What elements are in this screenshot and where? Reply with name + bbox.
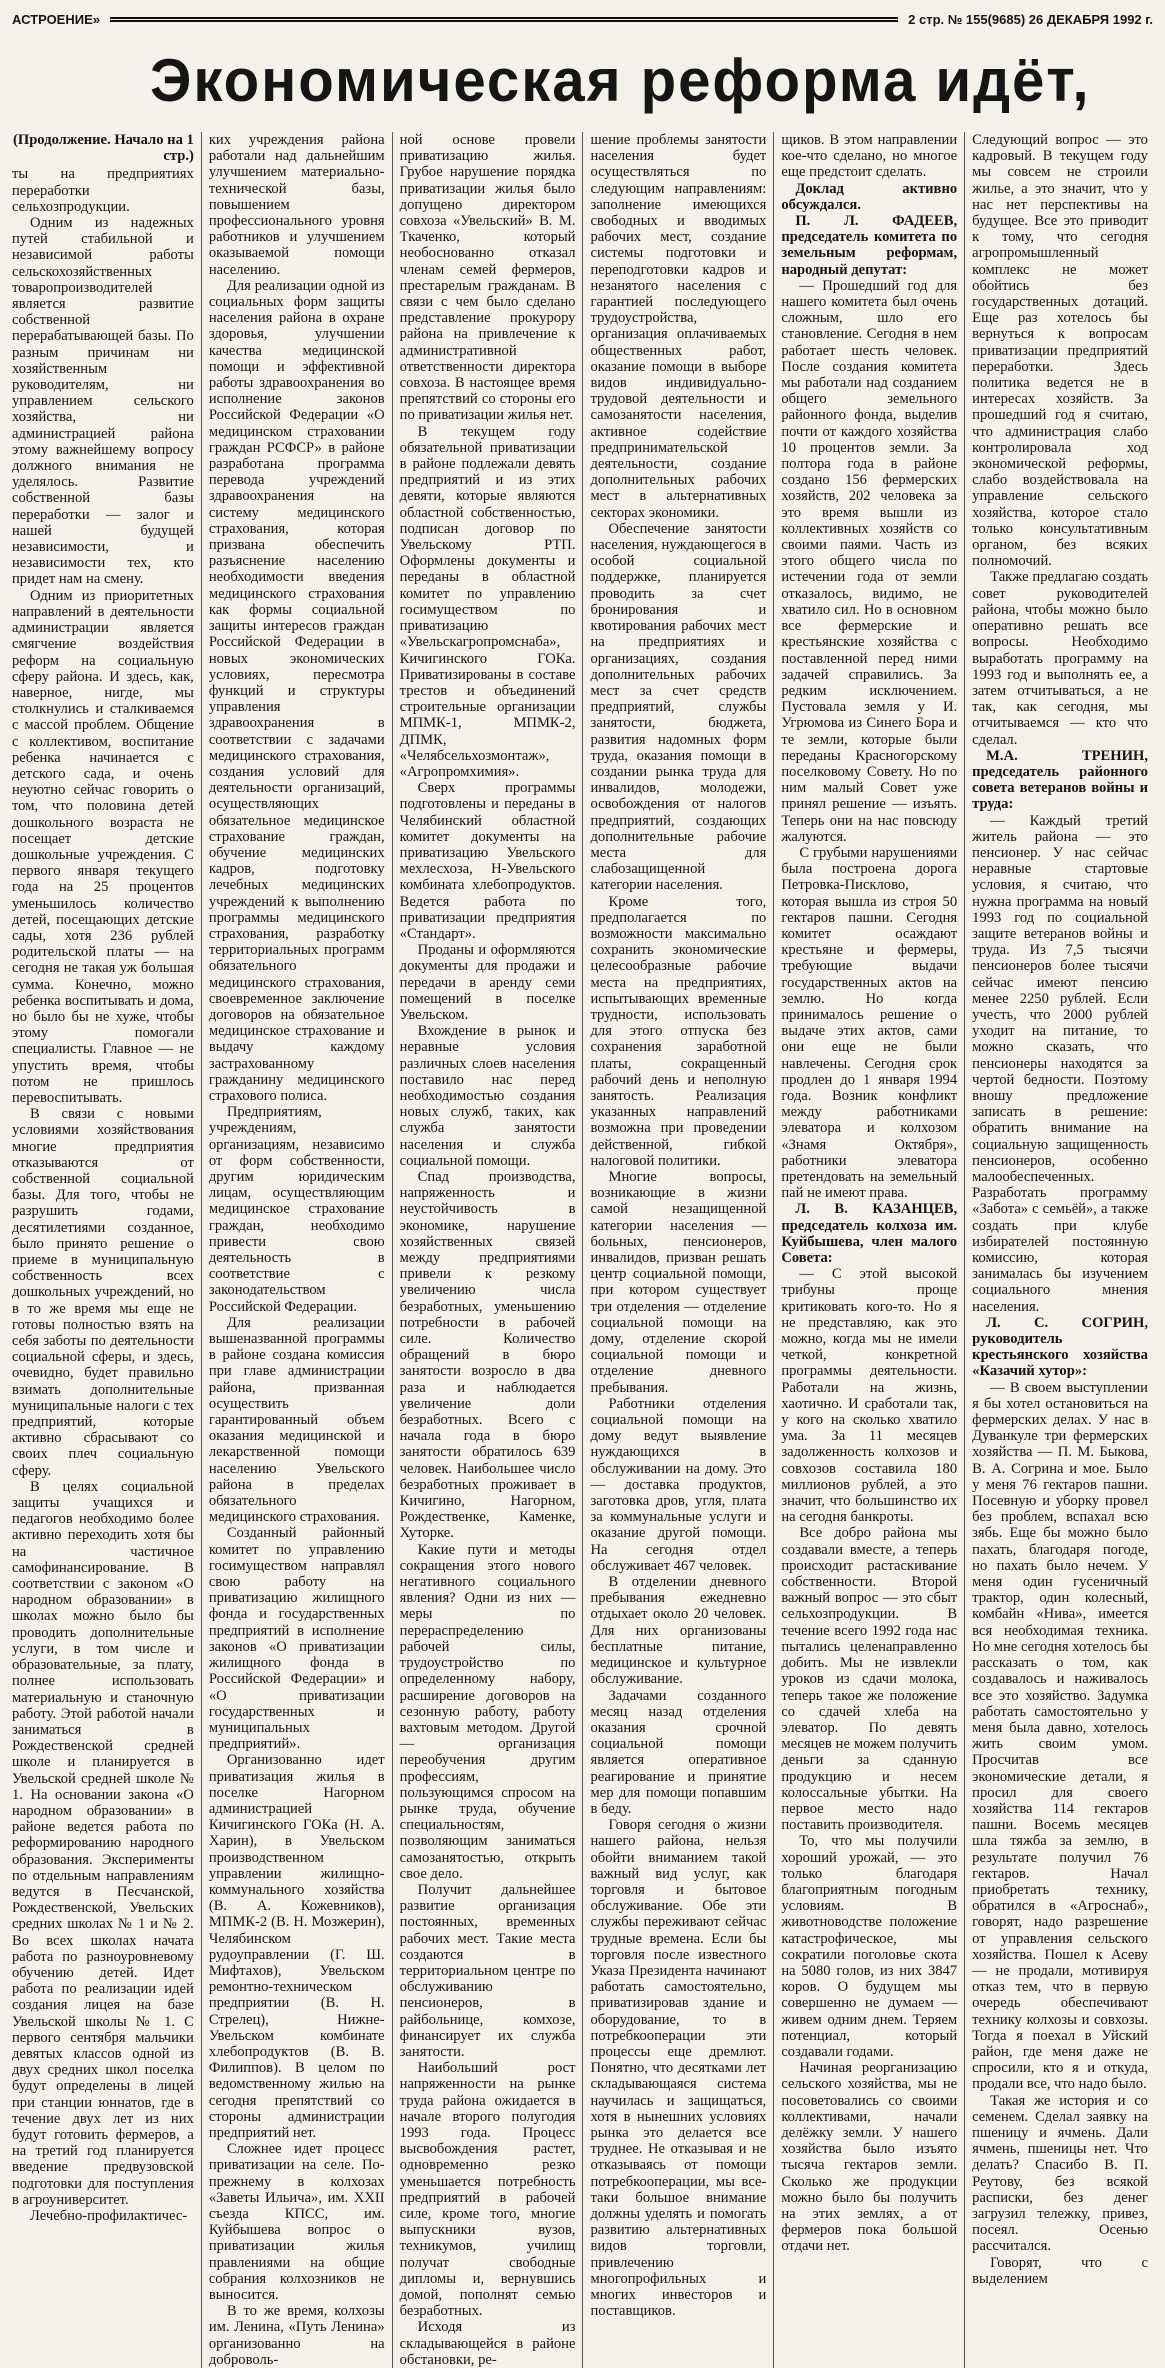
article-paragraph: В текущем году обязательной приватизации в районе подлежали девять предприятий и из этих девяти, которые являются областной собственностью, подписан договор по Увельскому РТП. Оформлены документы и переданы в областной комитет по управлению госимуществом по приватизацию «Увельскагропромснаба», Кичигинского ГОКа. Приватизированы в составе трестов и объединений строительные организации МПМК-1, МПМК-2, ДПМК, «Челябсельхозмонтаж», «Агропромхимия». xyxy=(399,423,576,780)
article-paragraph: шение проблемы занятости населения будет осуществляться по следующим направлениям: заполнение имеющихся свободных и вводимых рабочих мест, создание системы подготовки и переподготовки кадров и незанятого населения с гарантией последующего трудоустройства, организация оплачиваемых общественных работ, оказание помощи в выборе видов индивидуально-трудовой деятельности и самозанятости населения, активное содействие предпринимательской деятельности, создание дополнительных рабочих мест в альтернативных секторах экономики. xyxy=(590,132,767,521)
masthead-rule xyxy=(110,17,898,22)
speaker-attribution: П. Л. ФАДЕЕВ, председатель комитета по земельным реформам, народный депутат: xyxy=(781,213,958,278)
continuation-note: (Продолжение. Начало на 1 стр.) xyxy=(12,132,194,165)
article-paragraph: Работники отделения социальной помощи на дому ведут выявление нуждающихся в обслуживании на дому. Это — доставка продуктов, заготовка дров, угля, плата за коммунальные услуги и оказание другой помощи. На сегодня отдел обслуживает 467 человек. xyxy=(590,1395,767,1574)
article-column xyxy=(582,132,773,2368)
article-paragraph: Все добро района мы создавали вместе, а теперь происходит растаскивание собственности. Второй важный вопрос — это сбыт сельхозпродукции. В течение всего 1992 года нас пытались целенаправленно добить. Мы не извлекли уроков из сдачи молока, теперь такое же положение со сдачей хлеба на элеватор. По девять месяцев не можем получить деньги за сданную продукцию и несем колоссальные убытки. На первое место надо поставить производителя. xyxy=(781,1525,958,1834)
article-paragraph: Исходя из складывающейся в районе обстановки, ре- xyxy=(399,2319,576,2368)
article-paragraph: Говорят, что с выделением xyxy=(972,2254,1148,2287)
article-paragraph: Спад производства, напряженность и неустойчивость в экономике, нарушение хозяйственных связей между предприятиями привели к резкому увеличению числа безработных, уменьшению потребности в рабочей силе. Количество обращений в бюро занятости возросло в два раза и наблюдается увеличение доли безработных. Всего с начала года в бюро занятости обратилось 639 человек. Наибольшее число безработных проживает в Кичигино, Нагорном, Рождественке, Каменке, Хуторке. xyxy=(399,1169,576,1542)
article-paragraph: ной основе провели приватизацию жилья. Грубое нарушение порядка приватизации жилья было допущено директором совхоза «Увельский» В. М. Ткаченко, который необоснованно отказал членам семей фермеров, престарелым гражданам. В связи с чем было сделано представление прокурору района на привлечение к административной ответственности директора совхоза. В настоящее время препятствий со стороны его по приватизации жилья нет. xyxy=(399,132,576,424)
article-paragraph: Также предлагаю создать совет руководителей района, чтобы можно было оперативно решать все вопросы. Необходимо выработать программу на 1993 год и выполнять ее, а затем отчитываться, а не так, как сегодня, мы отчитываемся — кто что сделал. xyxy=(972,569,1148,748)
article-paragraph: Наибольший рост напряженности на рынке труда района ожидается в начале второго полугодия 1993 года. Процесс высвобождения растет, одновременно резко уменьшается потребность предприятий в рабочей силе, кроме того, многие выпускники вузов, техникумов, училищ получат свободные дипломы и, вернувшись домой, пополнят семью безработных. xyxy=(399,2060,576,2320)
article-paragraph: Задачами созданного месяц назад отделения оказания срочной социальной помощи является оперативное реагирование и принятие мер для помощи попавшим в беду. xyxy=(590,1687,767,1817)
article-paragraph: С грубыми нарушениями была построена дорога Петровка-Писклово, которая вышла из строя 50 гектаров пашни. Сегодня комитет осаждают крестьяне и фермеры, требующие выдачи государственных актов на землю. Но когда принималось решение о выдаче этих актов, сами они еще не были навлечены. Сегодня срок продлен до 1 января 1994 года. Возник конфликт между работниками элеватора и колхозом «Знамя Октября», работники элеватора претендовать на земельный пай не имеют права. xyxy=(781,844,958,1202)
article-paragraph: Сверх программы подготовлены и переданы в Челябинский областной комитет документы на приватизацию Увельского мехлесхоза, Н-Увельского комбината хлебопродуктов. Ведется работа по приватизации предприятия «Стандарт». xyxy=(399,780,576,942)
speaker-attribution: Л. С. СОГРИН, руководитель крестьянского хозяйства «Казачий хутор»: xyxy=(972,1314,1148,1380)
speaker-attribution: М.А. ТРЕНИН, председатель районного совета ветеранов войны и труда: xyxy=(972,747,1148,813)
section-label: АСТРОЕНИЕ» xyxy=(12,11,100,27)
article-paragraph: Получит дальнейшее развитие организация постоянных, временных рабочих мест. Такие места создаются в территориальном центре по обслуживанию пенсионеров, в райбольнице, комхозе, финансирует их служба занятости. xyxy=(399,1881,576,2060)
article-paragraph: — С этой высокой трибуны проще критиковать кого-то. Но я не представляю, как это можно, когда мы не имели четкой, конкретной программы деятельности. Работали на жизнь, хаотично. И сработали так, у кого на сколько хватило ума. За 11 месяцев задолженность колхозов и совхозов составила 180 миллионов рублей, а это значит, что большинство их на сегодня банкроты. xyxy=(781,1266,958,1526)
article-paragraph: Проданы и оформляются документы для продажи и передачи в аренду семи помещений в поселке Увельском. xyxy=(399,942,576,1023)
article-paragraph: Вхождение в рынок и неравные условия различных слоев населения поставило нас перед необходимостью создания новых служб, таких, как служба занятости населения и служба социальной помощи. xyxy=(399,1023,576,1169)
article-paragraph: В то же время, колхозы им. Ленина, «Путь Ленина» организованно на доброволь- xyxy=(208,2303,385,2368)
article-column xyxy=(392,132,583,2368)
article-paragraph: — Каждый третий житель района — это пенсионер. У нас сейчас неравные стартовые условия, я считаю, что нужна программа на новый 1993 год по социальной защите ветеранов войны и труда. Из 7,5 тысячи пенсионеров более тысячи сейчас имеют пенсию менее 2250 рублей. Если учесть, что 2000 рублей уходит на питание, то можно сказать, что пенсионеры находятся за чертой бедности. Поэтому вношу предложение записать в решение: обратить внимание на социальную защищенность пенсионеров, особенно малообеспеченных. Разработать программу «Забота» с семьёй», а также создать при клубе избирателей постоянную комиссию, которая занималась бы изучением социального мнения населения. xyxy=(972,812,1148,1315)
article-paragraph: Обеспечение занятости населения, нуждающегося в особой социальной поддержке, планируется проводить за счет бронирования и квотирования рабочих мест на предприятиях и организациях, создания дополнительных рабочих мест за счет средств предприятий, службы занятости, бюджета, развития надомных форм труда, оказания помощи в создании рынка труда для инвалидов, молодежи, освобождения от налогов предприятий, создающих дополнительные рабочие места для слабозащищенной категории населения. xyxy=(590,520,767,894)
article-column xyxy=(964,132,1155,2368)
article-paragraph: Организованно идет приватизация жилья в поселке Нагорном администрацией Кичигинского ГОКа (Н. А. Харин), в Увельском производственном управлении жилищно-коммунального хозяйства (В. А. Кожевников), МПМК-2 (В. Н. Мозжерин), Челябинском рудоуправлении (Г. Ш. Мифтахов), Увельском ремонтно-техническом предприятии (В. Н. Стрелец), Нижне-Увельском комбинате хлебопродуктов (В. В. Филиппов). В целом по ведомственному жилью на сегодня препятствий со стороны администрации предприятий нет. xyxy=(208,1752,385,2141)
article-paragraph: щиков. В этом направлении кое-что сделано, но многое еще предстоит сделать. xyxy=(781,132,958,181)
article-paragraph: Для реализации одной из социальных форм защиты населения района в охране здоровья, улучшении качества медицинской помощи и эффективной работы здравоохранения во исполнение законов Российской Федерации «О медицинском страховании граждан РСФСР» в районе разработана программа перевода учреждений здравоохранения на систему медицинского страхования, которая призвана обеспечить разъяснение населению необходимости введения медицинского страхования как формы социальной защиты интересов граждан Российской Федерации в новых экономических условиях, пересмотра функций и структуры управления здравоохранения в соответствии с задачами медицинского страхования, создания условий для деятельности организаций, осуществляющих обязательное медицинское страхование граждан, обучение медицинских кадров, подготовку лечебных медицинских учреждений к выполнению программы медицинского страхования, разработку территориальных программ обязательного медицинского страхования, своевременное заключение договоров на обязательное медицинское страхование и выдачу каждому застрахованному гражданину медицинского страхового полиса. xyxy=(208,277,385,1104)
page-masthead xyxy=(12,8,1153,30)
article-body xyxy=(10,132,1155,2368)
article-paragraph: Какие пути и методы сокращения этого нового негативного социального явления? Одни из них — меры по перераспределению рабочей силы, трудоустройство по определенному набору, расширение договоров на сезонную работу, работу вахтовым методом. Другой — организация переобучения другим профессиям, пользующимся спросом на рынке труда, обучение специальностям, позволяющим заниматься самозанятостью, открыть свое дело. xyxy=(399,1541,576,1882)
article-paragraph: В отделении дневного пребывания ежедневно отдыхает около 20 человек. Для них организованы бесплатные питание, медицинское и культурное обслуживание. xyxy=(590,1574,767,1688)
article-paragraph: Созданный районный комитет по управлению госимуществом направлял свою работу на приватизацию жилищного фонда и государственных предприятий в исполнение законов «О приватизации жилищного фонда в Российской Федерации» и «О приватизации государственных и муниципальных предприятий». xyxy=(208,1525,385,1753)
issue-line: 2 стр. № 155(9685) 26 ДЕКАБРЯ 1992 г. xyxy=(908,11,1153,27)
article-column xyxy=(201,132,392,2368)
article-paragraph: То, что мы получили хороший урожай, — это только благодаря благоприятным погодным условиям. В животноводстве положение катастрофическое, мы сократили поголовье скота на 5080 голов, из них 3847 коров. О будущем мы совершенно не думаем — живем одним днем. Теряем потенциал, который создавали годами. xyxy=(781,1833,958,2060)
article-headline: Экономическая реформа идёт, xyxy=(150,47,1091,114)
article-paragraph: Начиная реорганизацию сельского хозяйства, мы не посоветовались со своими коллективами, начали делёжку земли. У нашего хозяйства было изъято тысяча гектаров земли. Сколько же продукции можно было бы получить на этих землях, а от фермеров пока большой отдачи нет. xyxy=(781,2060,958,2255)
article-paragraph: — Прошедший год для нашего комитета был очень сложным, шло его становление. Сегодня в нем работает шесть человек. После создания комитета мы работали над созданием общего земельного районного фонда, выделив почти от каждого хозяйства 10 процентов земли. За полтора года в районе создано 156 фермерских хозяйств, 202 человека за это время вышли из коллективных хозяйств со своими паями. Часть из этого общего числа по истечении года от земли отказалось, видимо, не хватило сил. Но в основном все фермерские и крестьянские хозяйства с поставленной перед ними задачей справились. За редким исключением. Пустовала земля у И. Угрюмова из Синего Бора и те земли, которые были переданы Красногорскому поселковому Совету. Но по ним малый Совет уже принял решение — изъять. Теперь они на нас повсюду жалуются. xyxy=(781,277,958,845)
article-paragraph: В целях социальной защиты учащихся и педагогов необходимо более активно переходить хотя бы на частичное самофинансирование. В соответствии с законом «О народном образовании» в школах можно было бы проводить дополнительные услуги, в том числе и образовательные, за плату, полнее использовать материальную и станочную работу. Этой работой начали заниматься в Рождественской средней школе и планируется в Увельской средней школе № 1. На основании закона «О народном образовании» в районе ведется работа по реформированию народного образования. Эксперименты по отдельным направлениям ведутся в Песчанской, Рождественской, Увельских средних школах № 1 и № 2. Во всех школах начата работа по разноуровневому обучению детей. Идет работа по реализации идей создания лицея на базе Увельской школы № 1. С первого сентября мальчики девятых классов одной из двух средних школ поселка будут определены в лицей при станции юннатов, где в течение двух лет из них будут готовить фермеров, а на третий год планируется введение предвузовской подготовки для поступления в агроуниверситет. xyxy=(12,1478,194,2208)
article-paragraph: Одним из надежных путей стабильной и независимой работы сельскохозяйственных товаропроизводителей является развитие собственной перерабатывающей базы. По разным причинам ни хозяйственным руководителям, ни управлением сельского хозяйства, ни администрацией района этому важнейшему вопросу должного внимания не уделялось. Развитие собственной базы переработки — залог и нашей будущей независимости, и независимости тех, кто придет нам на смену. xyxy=(12,215,194,588)
speaker-attribution: Л. В. КАЗАНЦЕВ, председатель колхоза им. Куйбышева, член малого Совета: xyxy=(781,1201,958,1267)
article-paragraph: Говоря сегодня о жизни нашего района, нельзя обойти вниманием такой важный вид услуг, как торговля и бытовое обслуживание. Обе эти службы переживают сейчас трудные времена. Если бы торговля после известного Указа Президента начинают работать самостоятельно, приватизировав здание и оборудование, то в потребкооперации эти процессы еще дремлют. Понятно, что десятками лет складывающаяся система научилась и защищаться, хотя в нынешних условиях рынка это делается все труднее. Не отказывая и не отказываясь от помощи потребкооперации, мы все-таки большое внимание должны уделять и помогать развитию альтернативных видов торговли, привлечению многопрофильных и многих инвесторов и поставщиков. xyxy=(590,1817,767,2320)
article-paragraph: ких учреждения района работали над дальнейшим улучшением материально-технической базы, повышением профессионального уровня работников и улучшением оказываемой помощи населению. xyxy=(208,132,385,278)
article-column xyxy=(10,132,201,2368)
article-paragraph: Предприятиям, учреждениям, организациям, независимо от форм собственности, другим юридическим лицам, осуществляющим медицинское страхование граждан, необходимо привести свою деятельность в соответствие с законодательством Российской Федерации. xyxy=(208,1104,385,1315)
article-paragraph: — В своем выступлении я бы хотел остановиться на фермерских делах. У нас в Дуванкуле три фермерских хозяйства — П. М. Быкова, В. А. Согрина и мое. Было у меня 76 гектаров пашни. Посевную и уборку провел без проблем, вспахал всю зябь. Еще бы можно было пахать, благодаря погоде, но пахать было нечем. У меня один гусеничный трактор, один колесный, комбайн «Нива», имеется вся необходимая техника. Но мне сегодня хотелось бы рассказать о том, как создавалось и наживалось все это хозяйство. Задумка работать самостоятельно у меня была давно, хотелось жить своим умом. Просчитав все экономические детали, я просил для своего хозяйства 114 гектаров пашни. Восемь месяцев шла тяжба за землю, в результате получил 76 гектаров. Начал приобретать технику, обратился в «Агроснаб», говорят, надо разрешение от управления сельского хозяйства. Пошел к Асеву — не продали, мотивируя отказ тем, что в первую очередь обеспечивают технику колхозы и совхозы. Тогда я поехал в Уйский район, где меня даже не спросили, кто я и откуда, продали все, что надо было. xyxy=(972,1379,1148,2093)
speaker-attribution: Доклад активно обсуждался. xyxy=(781,180,958,213)
article-paragraph: Сложнее идет процесс приватизации на селе. По-прежнему в колхозах «Заветы Ильича», им. XXII съезда КПСС, им. Куйбышева вопрос о приватизации жилья правлениями на общие собрания колхозников не выносится. xyxy=(208,2141,385,2304)
article-paragraph: Следующий вопрос — это кадровый. В текущем году мы совсем не строили жилье, а это значит, что у нас нет перспективы на будущее. Все это приводит к тому, что сегодня агропромышленный комплекс не может обойтись без государственных дотаций. Еще раз хотелось бы вернуться к вопросам приватизации предприятий переработки. Здесь политика ведется не в интересах хозяйств. За прошедший год я считаю, что администрация слабо контролировала ход экономической реформы, слабо воздействовала на управление сельского хозяйства, которое стало только консультативным органом, без всяких полномочий. xyxy=(972,132,1148,570)
article-paragraph: Одним из приоритетных направлений в деятельности администрации является смягчение воздействия реформ на социальную сферу района. И здесь, как, наверное, нигде, мы столкнулись и сталкиваемся с массой проблем. Общение с коллективом, воспитание ребенка начинается с детского сада, и очень неуютно сейчас говорить о том, что половина детей дошкольного возраста не посещает детские дошкольные учреждения. С первого января текущего года на 25 процентов уменьшилось количество детей, посещающих детские сады, хотя 236 рублей родительской платы — на сегодня не такая уж большая сумма. Конечно, можно ребенка воспитывать и дома, но было бы не хуже, чтобы этому помогали специалисты. Главное — не упустить время, чтобы потом не пришлось перевоспитывать. xyxy=(12,587,194,1106)
article-paragraph: Кроме того, предполагается по возможности максимально сохранить экономические целесообразные рабочие места на предприятиях, испытывающих временные трудности, использовать для этого отпуска без сохранения заработной платы, сокращенный рабочий день и неполную занятость. Реализация указанных направлений возможна при проведении действенной, гибкой налоговой политики. xyxy=(590,893,767,1169)
article-paragraph: Многие вопросы, возникающие в жизни самой незащищенной категории населения — больных, пенсионеров, инвалидов, призван решать центр социальной помощи, при котором существует три отделения — отделение социальной помощи на дому, отделение скорой социальной помощи и отделение дневного пребывания. xyxy=(590,1169,767,1396)
article-paragraph: Такая же история и со семенем. Сделал заявку на пшеницу и ячмень. Дали ячмень, пшеницы нет. Что делать? Спасибо В. П. Реутову, без всякой расписки, без денег загрузил тележку, привез, посеял. Осенью рассчитался. xyxy=(972,2092,1148,2255)
article-paragraph: Лечебно-профилактичес- xyxy=(30,2208,188,2224)
article-paragraph: В связи с новыми условиями хозяйствования многие предприятия отказываются от собственной социальной базы. Для того, чтобы не разрушить годами, десятилетиями созданное, было принято решение о приеме в муниципальную собственность всех дошкольных учреждений, но в то же время мы еще не готовы полностью взять на себя заботы по деятельности социальной сферы, и здесь, очевидно, будет правильно взимать дополнительные муниципальные налоги с тех предприятий, которые активно сбрасывают со своих плеч социальную сферу. xyxy=(12,1106,194,1479)
article-paragraph: Для реализации вышеназванной программы в районе создана комиссия при главе администрации района, призванная осуществить гарантированный объем оказания медицинской и лекарственной помощи населению Увельского района в пределах обязательного медицинского страхования. xyxy=(208,1314,385,1526)
article-paragraph: ты на предприятиях переработки сельхозпродукции. xyxy=(12,166,194,215)
article-column xyxy=(773,132,964,2368)
